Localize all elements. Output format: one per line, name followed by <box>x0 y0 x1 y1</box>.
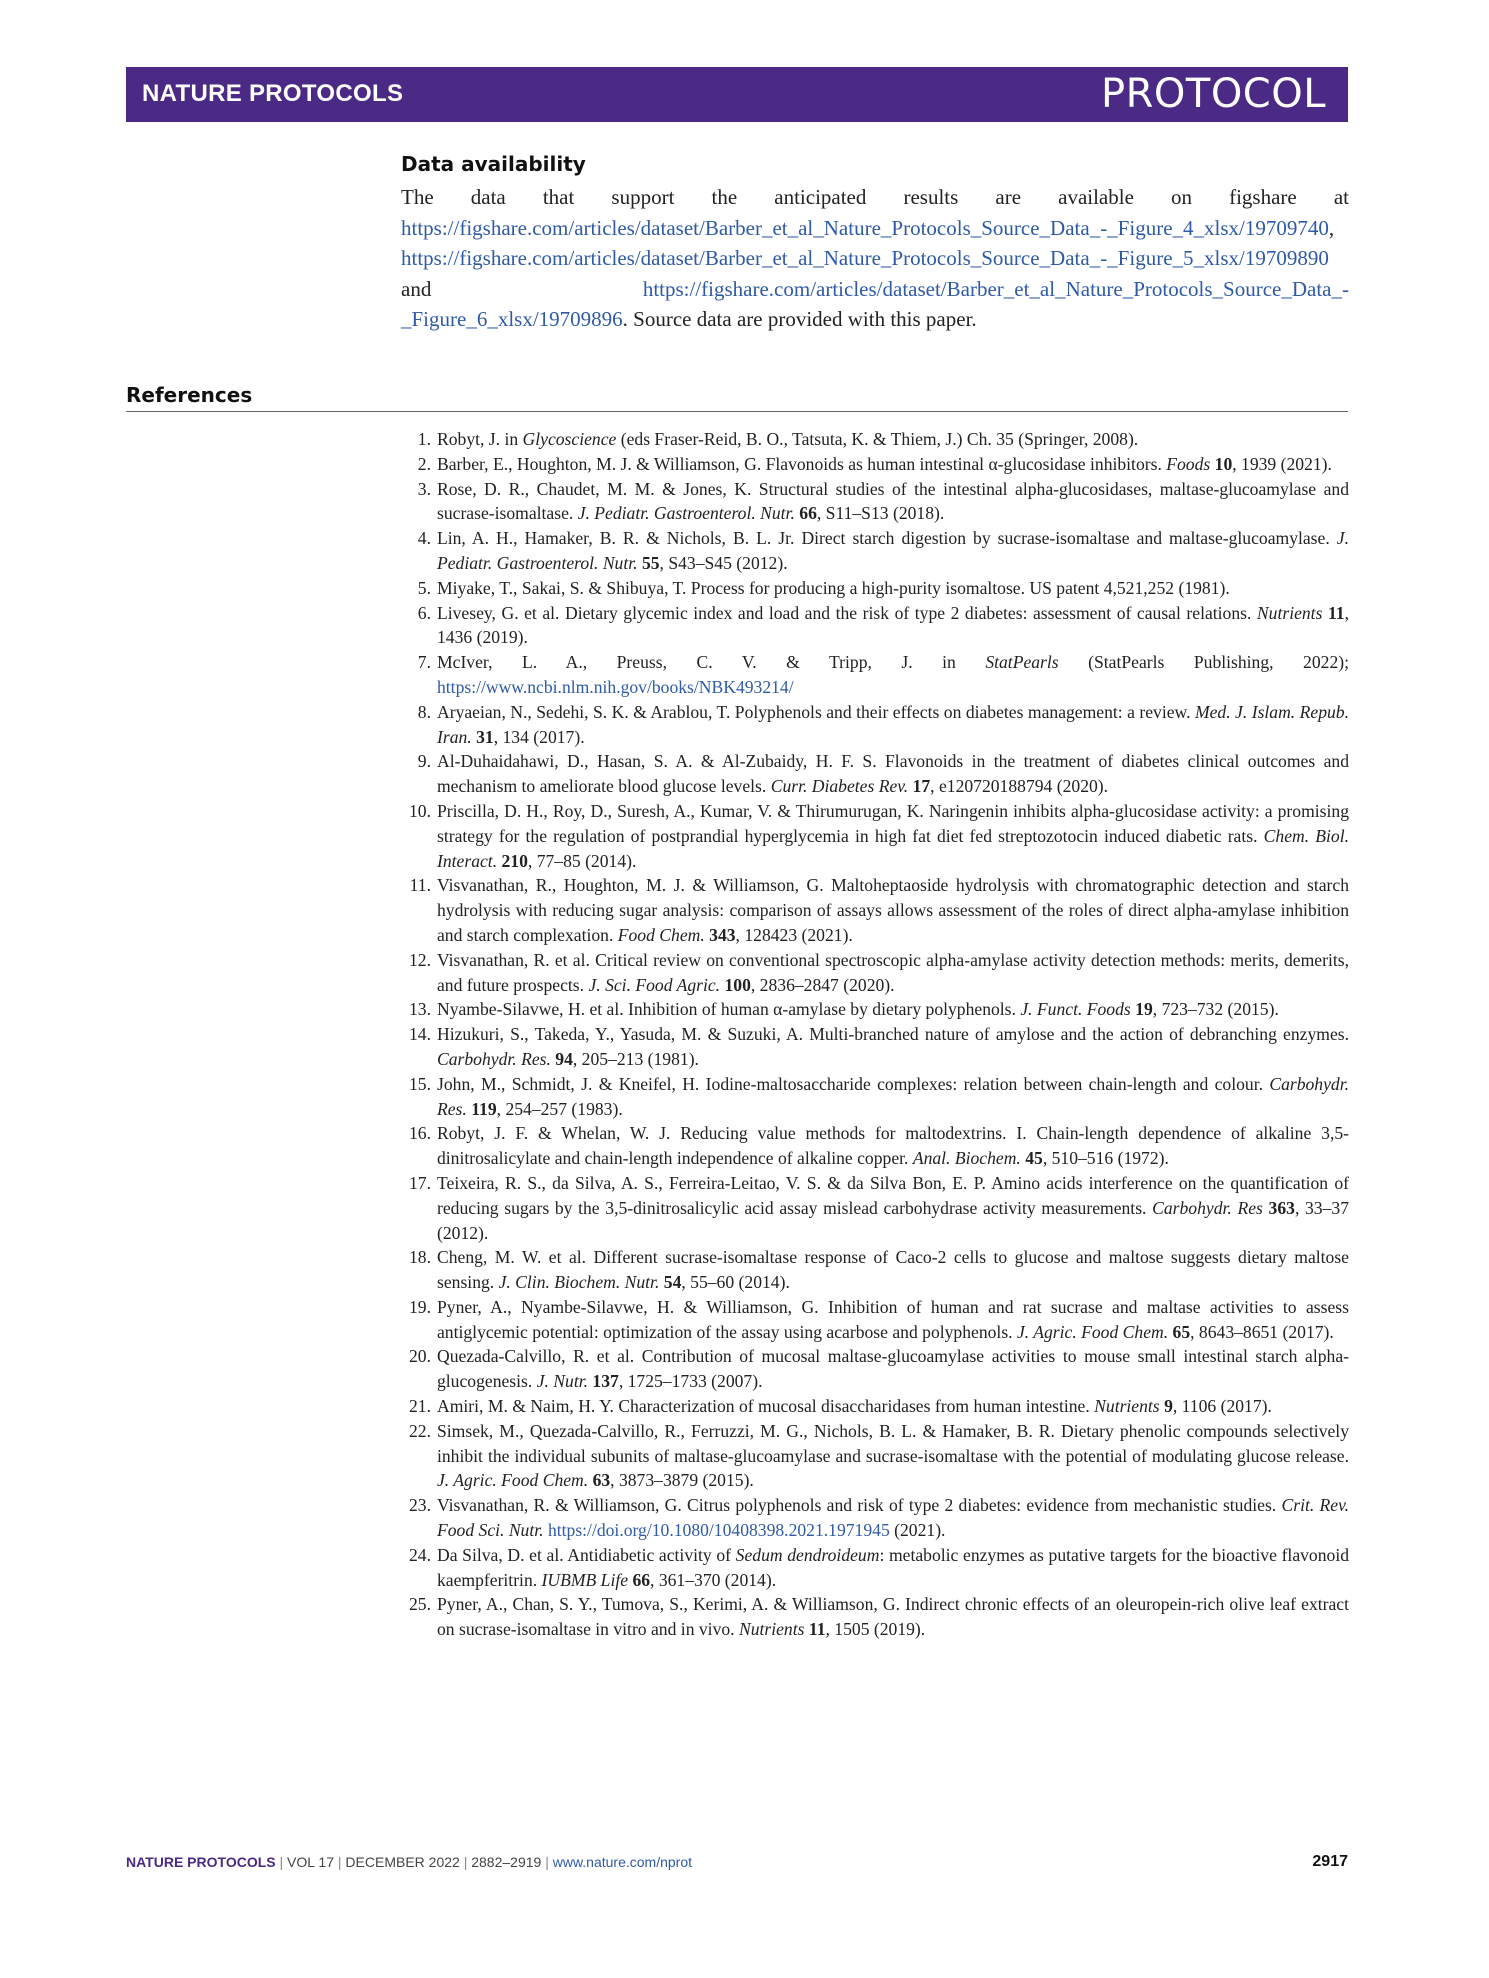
reference-text: (StatPearls Publishing, 2022); <box>1058 652 1349 673</box>
reference-italic-text: Anal. Biochem. <box>912 1148 1021 1169</box>
reference-list <box>401 427 1349 1642</box>
reference-italic-text: Chem. Biol. Interact. <box>437 825 1349 871</box>
reference-item <box>401 601 1349 651</box>
reference-number: 10. <box>409 800 431 821</box>
reference-text: Livesey, G. et al. Dietary glycemic index and load and the risk of type 2 diabetes: assessment of causal relations. <box>437 602 1257 623</box>
reference-italic-text: J. Clin. Biochem. Nutr. <box>498 1272 660 1293</box>
reference-italic-text: Food Chem. <box>617 924 705 945</box>
reference-number: 15. <box>409 1073 431 1094</box>
reference-text: , 3873–3879 (2015). <box>610 1470 754 1491</box>
reference-volume: 11 <box>808 1619 826 1640</box>
reference-text: , 1725–1733 (2007). <box>618 1371 763 1392</box>
reference-number: 17. <box>409 1172 431 1193</box>
reference-item <box>401 700 1349 750</box>
reference-text: Visvanathan, R. et al. Critical review on conventional spectroscopic alpha-amylase activity detection methods: merits, demerits, and future prospects. <box>437 949 1349 995</box>
reference-text: Pyner, A., Chan, S. Y., Tumova, S., Kerimi, A. & Williamson, G. Indirect chronic effects of an oleuropein-rich olive leaf extract on sucrase-isomaltase in vitro and in vivo. <box>437 1594 1349 1640</box>
reference-italic-text: J. Pediatr. Gastroenterol. Nutr. <box>437 528 1349 573</box>
footer-separator: | <box>459 1854 472 1870</box>
reference-text: John, M., Schmidt, J. & Kneifel, H. Iodine-maltosaccharide complexes: relation between chain-length and colour. <box>437 1073 1270 1094</box>
reference-text: Cheng, M. W. et al. Different sucrase-isomaltase response of Caco-2 cells to glucose and maltose suggests dietary maltose sensing. <box>437 1247 1349 1293</box>
reference-text: McIver, L. A., Preuss, C. V. & Tripp, J. in <box>437 652 986 673</box>
reference-text: Priscilla, D. H., Roy, D., Suresh, A., Kumar, V. & Thirumurugan, K. Naringenin inhibits alpha-glucosidase activity: a promising strategy for the regulation of postprandial hyperglycemia in high fat diet fed streptozotocin induced diabetic rats. <box>437 800 1349 846</box>
reference-item <box>401 1295 1349 1345</box>
reference-volume: 65 <box>1172 1321 1191 1342</box>
reference-item <box>401 1419 1349 1493</box>
reference-link[interactable]: https://www.ncbi.nlm.nih.gov/books/NBK493214/ <box>437 676 794 697</box>
reference-item <box>401 1022 1349 1072</box>
reference-italic-text: J. Agric. Food Chem. <box>1016 1321 1169 1342</box>
reference-number: 16. <box>409 1123 431 1144</box>
reference-number: 1. <box>417 429 431 449</box>
reference-volume: 17 <box>912 776 931 797</box>
reference-number: 19. <box>409 1296 431 1317</box>
reference-volume: 10 <box>1214 453 1233 474</box>
reference-number: 8. <box>417 701 431 722</box>
reference-text: Al-Duhaidahawi, D., Hasan, S. A. & Al-Zubaidy, H. F. S. Flavonoids in the treatment of diabetes clinical outcomes and mechanism to ameliorate blood glucose levels. <box>437 751 1349 797</box>
reference-text: Aryaeian, N., Sedehi, S. K. & Arablou, T. Polyphenols and their effects on diabetes management: a review. <box>437 701 1195 722</box>
reference-text: Pyner, A., Nyambe-Silavwe, H. & Williamson, G. Inhibition of human and rat sucrase and maltase activities to assess antiglycemic potential: optimization of the assay using acarbose and polyphenols. <box>437 1296 1349 1342</box>
reference-number: 23. <box>409 1495 431 1516</box>
reference-number: 21. <box>409 1396 431 1417</box>
reference-text: , 33–37 (2012). <box>437 1197 1349 1243</box>
reference-italic-text: J. Pediatr. Gastroenterol. Nutr. <box>577 503 795 524</box>
reference-number: 22. <box>409 1420 431 1441</box>
reference-text: , 134 (2017). <box>493 726 585 747</box>
reference-item <box>401 873 1349 947</box>
da-text-after: . Source data are provided with this paper. <box>622 307 977 331</box>
reference-item <box>401 997 1349 1022</box>
reference-item <box>401 948 1349 998</box>
reference-item <box>401 576 1349 601</box>
reference-item <box>401 526 1349 576</box>
reference-italic-text: Glycoscience <box>522 429 617 449</box>
reference-text: , 128423 (2021). <box>735 924 853 945</box>
figshare-link-figure-4[interactable]: https://figshare.com/articles/dataset/Barber_et_al_Nature_Protocols_Source_Data_-_Figure_4_xlsx/19709740 <box>401 215 1329 240</box>
reference-number: 6. <box>417 602 431 623</box>
reference-text: , 2836–2847 (2020). <box>750 974 895 995</box>
footer-journal: NATURE PROTOCOLS <box>126 1854 276 1870</box>
reference-number: 11. <box>409 875 431 896</box>
reference-number: 18. <box>409 1247 431 1268</box>
reference-item <box>401 1592 1349 1642</box>
reference-number: 25. <box>409 1594 431 1615</box>
reference-volume: 45 <box>1025 1148 1043 1169</box>
reference-volume: 94 <box>555 1048 573 1069</box>
reference-italic-text: Carbohydr. Res. <box>437 1073 1349 1119</box>
reference-text: (eds Fraser-Reid, B. O., Tatsuta, K. & Thiem, J.) Ch. 35 (Springer, 2008). <box>616 429 1139 449</box>
references-divider <box>126 411 1348 412</box>
page-footer <box>126 1854 692 1870</box>
footer-pages: 2882–2919 <box>471 1854 542 1870</box>
reference-italic-text: Nutrients <box>738 1619 805 1640</box>
reference-text: , 254–257 (1983). <box>496 1098 623 1119</box>
da-separator-1: , <box>1328 215 1335 240</box>
reference-text: , 205–213 (1981). <box>572 1048 699 1069</box>
reference-text: , 361–370 (2014). <box>650 1569 777 1590</box>
reference-item <box>401 1493 1349 1543</box>
reference-italic-text: Curr. Diabetes Rev. <box>770 776 909 797</box>
reference-text: Amiri, M. & Naim, H. Y. Characterization of mucosal disaccharidases from human intestine. <box>437 1396 1095 1417</box>
reference-text: Robyt, J. F. & Whelan, W. J. Reducing value methods for maltodextrins. I. Chain-length dependence of alkaline 3,5-dinitrosalicylate and chain-length independence of alkaline copper. <box>437 1123 1349 1169</box>
footer-journal-url[interactable]: www.nature.com/nprot <box>552 1854 693 1870</box>
reference-text: , 77–85 (2014). <box>527 850 637 871</box>
journal-header-bar <box>126 67 1348 122</box>
reference-italic-text: Nutrients <box>1256 602 1323 623</box>
reference-volume: 66 <box>799 503 817 524</box>
reference-item <box>401 427 1349 452</box>
reference-text: , 723–732 (2015). <box>1152 999 1279 1020</box>
reference-text: : metabolic enzymes as putative targets for the bioactive flavonoid kaempferitrin. <box>437 1544 1350 1590</box>
reference-text: Teixeira, R. S., da Silva, A. S., Ferreira-Leitao, V. S. & da Silva Bon, E. P. Amino acids interference on the quantification of reducing sugars by the 3,5-dinitrosalicylic acid assay mislead carbohydrase activity measurements. <box>437 1172 1349 1218</box>
reference-item <box>401 1121 1349 1171</box>
reference-item <box>401 1543 1349 1593</box>
footer-volume: VOL 17 <box>287 1854 334 1870</box>
reference-number: 4. <box>417 528 431 549</box>
page-number: 2917 <box>1312 1853 1348 1870</box>
reference-volume: 210 <box>501 850 528 871</box>
reference-italic-text: J. Sci. Food Agric. <box>588 974 721 995</box>
reference-volume: 11 <box>1327 602 1345 623</box>
reference-number: 7. <box>417 652 431 673</box>
reference-italic-text: Nutrients <box>1094 1396 1160 1417</box>
reference-italic-text: Crit. Rev. Food Sci. Nutr. <box>437 1495 1349 1541</box>
data-availability-text <box>401 182 1349 335</box>
reference-item <box>401 749 1349 799</box>
references-heading: References <box>126 383 253 407</box>
article-type: PROTOCOL <box>1100 71 1326 117</box>
reference-text: Barber, E., Houghton, M. J. & Williamson, G. Flavonoids as human intestinal α-glucosidase inhibitors. <box>437 453 1167 474</box>
reference-text: , 510–516 (1972). <box>1042 1148 1169 1169</box>
reference-italic-text: Med. J. Islam. Repub. Iran. <box>437 701 1349 747</box>
reference-italic-text: Carbohydr. Res <box>1152 1197 1263 1218</box>
reference-text: , 1106 (2017). <box>1172 1396 1272 1417</box>
reference-text: , 1436 (2019). <box>437 602 1349 648</box>
reference-volume: 343 <box>709 924 736 945</box>
footer-separator: | <box>541 1854 553 1870</box>
reference-italic-text: J. Nutr. <box>536 1371 589 1392</box>
reference-text: , S11–S13 (2018). <box>816 503 945 524</box>
reference-italic-text: StatPearls <box>985 652 1059 673</box>
reference-italic-text: Carbohydr. Res. <box>437 1048 551 1069</box>
reference-item <box>401 1171 1349 1245</box>
journal-name: NATURE PROTOCOLS <box>142 80 404 107</box>
reference-text: Visvanathan, R. & Williamson, G. Citrus polyphenols and risk of type 2 diabetes: evidence from mechanistic studies. <box>437 1495 1282 1516</box>
reference-text: Robyt, J. in <box>437 429 523 449</box>
reference-text: Visvanathan, R., Houghton, M. J. & Williamson, G. Maltoheptaoside hydrolysis with chromatographic detection and starch hydrolysis with reducing sugar analysis: comparison of assays allows assessment of the roles of direct alpha-amylase inhibition and starch complexation. <box>437 875 1349 945</box>
reference-number: 3. <box>417 478 431 499</box>
da-separator-2: and <box>401 276 643 301</box>
reference-item <box>401 1394 1349 1419</box>
reference-link[interactable]: https://doi.org/10.1080/10408398.2021.1971945 <box>547 1520 890 1541</box>
reference-volume: 66 <box>632 1569 651 1590</box>
reference-text: Simsek, M., Quezada-Calvillo, R., Ferruzzi, M. G., Nichols, B. L. & Hamaker, B. R. Dietary phenolic compounds selectively inhibit the individual subunits of maltase-glucoamylase and sucrase-isomaltase with the potential of modulating glucose release. <box>437 1420 1349 1466</box>
reference-text: , S43–S45 (2012). <box>659 552 788 573</box>
reference-text: , 1939 (2021). <box>1232 453 1332 474</box>
reference-number: 12. <box>409 949 431 970</box>
figshare-link-figure-6[interactable]: https://figshare.com/articles/dataset/Barber_et_al_Nature_Protocols_Source_Data_-_Figure_6_xlsx/19709896 <box>401 276 1349 331</box>
reference-number: 9. <box>417 751 431 772</box>
reference-text: Rose, D. R., Chaudet, M. M. & Jones, K. Structural studies of the intestinal alpha-glucosidases, maltase-glucoamylase and sucrase-isomaltase. <box>437 478 1349 524</box>
reference-text: , 55–60 (2014). <box>681 1272 790 1293</box>
reference-number: 14. <box>409 1024 431 1045</box>
da-text-before: The data that support the anticipated results are available on figshare at <box>401 185 1349 209</box>
reference-item <box>401 1245 1349 1295</box>
reference-text: , 1505 (2019). <box>825 1619 926 1640</box>
figshare-link-figure-5[interactable]: https://figshare.com/articles/dataset/Barber_et_al_Nature_Protocols_Source_Data_-_Figure_5_xlsx/19709890 <box>401 246 1329 270</box>
reference-volume: 63 <box>592 1470 611 1491</box>
reference-text: Miyake, T., Sakai, S. & Shibuya, T. Process for producing a high-purity isomaltose. US patent 4,521,252 (1981). <box>437 577 1230 598</box>
reference-text: (2021). <box>889 1520 946 1541</box>
reference-item <box>401 1072 1349 1122</box>
reference-volume: 119 <box>471 1098 497 1119</box>
reference-volume: 137 <box>592 1371 619 1392</box>
reference-number: 5. <box>417 577 431 598</box>
reference-item <box>401 650 1349 700</box>
reference-volume: 100 <box>724 974 751 995</box>
reference-volume: 55 <box>641 552 660 573</box>
footer-separator: | <box>334 1854 346 1870</box>
reference-item <box>401 452 1349 477</box>
footer-separator: | <box>275 1854 288 1870</box>
footer-date: DECEMBER 2022 <box>345 1854 460 1870</box>
reference-number: 24. <box>409 1544 431 1565</box>
reference-text: Nyambe-Silavwe, H. et al. Inhibition of human α-amylase by dietary polyphenols. <box>437 999 1021 1020</box>
reference-text: , e120720188794 (2020). <box>930 776 1109 797</box>
reference-text: Lin, A. H., Hamaker, B. R. & Nichols, B. L. Jr. Direct starch digestion by sucrase-isomaltase and maltase-glucoamylase. <box>437 528 1337 549</box>
reference-number: 13. <box>409 999 431 1020</box>
reference-text: Hizukuri, S., Takeda, Y., Yasuda, M. & Suzuki, A. Multi-branched nature of amylose and the action of debranching enzymes. <box>437 1024 1349 1045</box>
reference-volume: 363 <box>1268 1197 1295 1218</box>
reference-number: 2. <box>417 453 431 474</box>
reference-italic-text: Foods <box>1166 453 1211 474</box>
reference-italic-text: J. Agric. Food Chem. <box>437 1470 589 1491</box>
data-availability-heading: Data availability <box>401 152 586 176</box>
reference-volume: 31 <box>476 726 494 747</box>
data-availability-section <box>401 152 1349 335</box>
reference-item <box>401 799 1349 873</box>
reference-item <box>401 477 1349 527</box>
reference-italic-text: J. Funct. Foods <box>1020 999 1131 1020</box>
reference-text: , 8643–8651 (2017). <box>1190 1321 1334 1342</box>
reference-volume: 9 <box>1164 1396 1173 1417</box>
reference-volume: 19 <box>1135 999 1153 1020</box>
reference-text: Da Silva, D. et al. Antidiabetic activity of <box>437 1544 736 1565</box>
reference-italic-text: Sedum dendroideum <box>735 1544 880 1565</box>
reference-number: 20. <box>409 1346 431 1367</box>
reference-text: Quezada-Calvillo, R. et al. Contribution of mucosal maltase-glucoamylase activities to mouse small intestinal starch alpha-glucogenesis. <box>437 1346 1349 1392</box>
reference-italic-text: IUBMB Life <box>541 1569 629 1590</box>
reference-item <box>401 1344 1349 1394</box>
reference-volume: 54 <box>663 1272 682 1293</box>
